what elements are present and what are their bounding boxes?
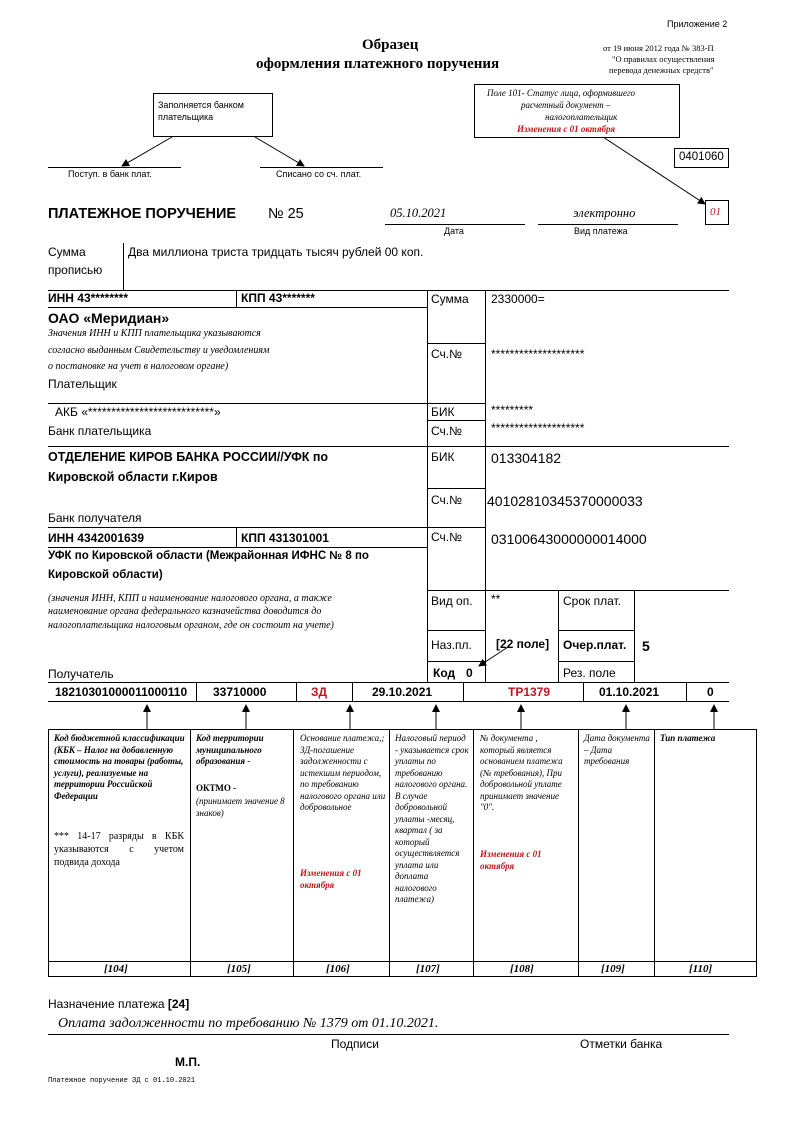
arrow-to-received [122,137,172,166]
regulation-ref: от 19 июня 2012 года № 383-П [603,43,714,53]
purpose-text: Оплата задолженности по требованию № 1379 от 01.10.2021. [58,1016,439,1031]
field-110: [110] [689,963,713,975]
purpose-field-number: [24] [167,997,190,1011]
payer-bank-bik-label: БИК [431,405,455,419]
page-subtitle: оформления платежного поручения [256,56,500,72]
explain-104-note: *** 14-17 разряды в КБК указываются с учетом подвида дохода [54,831,184,868]
form-code: 0401060 [679,151,724,163]
explain-105-note: (принимает значение 8 знаков) [196,796,285,818]
payer-bank-account-label: Сч.№ [431,424,462,438]
recipient-bank-name: ОТДЕЛЕНИЕ КИРОВ БАНКА РОССИИ//УФК по [48,450,329,464]
doc-number-value: ТР1379 [508,685,551,699]
stamp-label: М.П. [175,1055,201,1069]
field-108: [108] [510,963,534,975]
payer-bank-account: ******************** [491,421,585,435]
priority-label: Очер.плат. [563,638,627,652]
arrow-to-status [603,137,705,204]
purpose-label-text: Назначение платежа [48,997,165,1011]
regulation-ref-3: перевода денежных средств" [609,65,714,75]
recipient-note-2: наименование органа федерального казначейства доводится до [48,606,322,617]
sum-value: 2330000= [491,292,545,306]
code-value: 0 [466,666,473,680]
explain-106-changes: Изменения с 01 октября [300,868,362,890]
payer-label: Плательщик [48,377,117,391]
payer-name: ОАО «Меридиан» [48,310,170,326]
recipient-bik-label: БИК [431,450,455,464]
payer-account-label: Сч.№ [431,347,462,361]
debited-label: Списано со сч. плат. [276,169,362,179]
recipient-name-2: Кировской области) [48,569,163,581]
payer-note-3: о постановке на учет в налоговом органе) [48,361,229,372]
field101-changes: Изменения с 01 октября [517,124,616,134]
amount-words-label: Сумма [48,245,86,259]
recipient-account-label: Сч.№ [431,530,462,544]
doc-date-value: 01.10.2021 [599,685,660,699]
page-title: Образец [362,37,419,53]
received-label: Поступ. в банк плат. [68,169,152,179]
due-label: Срок плат. [563,594,622,608]
field-107: [107] [416,963,440,975]
field101-note-2: расчетный документ – [521,100,611,110]
field22-label: [22 поле] [496,637,550,651]
explain-108: № документа , который является основанием платежа (№ требования), При добровольной уплате принимает значение "0". [480,733,563,812]
explain-109: Дата документа – Дата требования [584,733,650,766]
recipient-inn: ИНН 4342001639 [48,531,145,545]
footer-caption: Платежное поручение ЗД с 01.10.2021 [48,1077,196,1085]
explain-105-oktmo: ОКТМО - [196,783,237,793]
code-label: Код [433,666,456,680]
regulation-ref-2: "О правилах осуществления [612,54,715,64]
field-106: [106] [326,963,350,975]
reserve-label: Рез. поле [563,666,616,680]
field-104: [104] [104,963,128,975]
order-date-label: Дата [444,226,464,236]
order-title: ПЛАТЕЖНОЕ ПОРУЧЕНИЕ [48,206,237,222]
sum-label: Сумма [431,292,469,306]
recipient-bank-account-label: Сч.№ [431,493,462,507]
period-value: 29.10.2021 [372,685,433,699]
recipient-note: (значения ИНН, КПП и наименование налогового органа, а также [48,593,332,604]
bank-marks-label: Отметки банка [580,1037,663,1051]
order-date: 05.10.2021 [390,206,447,220]
payer-account: ******************** [491,347,585,361]
appendix-label: Приложение 2 [667,19,728,29]
order-number: № 25 [268,206,304,222]
kbk-value: 18210301000011000110 [55,685,188,699]
explain-110: Тип платежа [660,733,716,743]
field-109: [109] [601,963,625,975]
bank-note: Заполняется банком плательщика [158,100,244,122]
recipient-account: 03100643000000014000 [491,531,647,547]
arrow-to-debited [255,137,304,166]
priority-value: 5 [642,638,650,654]
op-type-label: Вид оп. [431,594,473,608]
amount-words: Два миллиона триста тридцать тысяч рублей 00 коп. [128,245,424,259]
recipient-name: УФК по Кировской области (Межрайонная ИФНС № 8 по [48,550,369,562]
payer-kpp: КПП 43******* [241,291,315,305]
payment-type-code: 0 [707,685,714,699]
payer-note-2: согласно выданным Свидетельству и уведомлениям [48,345,270,356]
payer-note: Значения ИНН и КПП плательщика указываются [48,328,261,339]
purpose-code-label: Наз.пл. [431,638,472,652]
payer-bank-bik: ********* [491,403,534,417]
recipient-note-3: налогоплательщика налоговым органом, где он состоит на учете) [48,620,334,631]
recipient-kpp: КПП 431301001 [241,531,329,545]
explain-106: Основание платежа,; ЗД-погашение задолженности с истекшим периодом, по требованию налогового органа или добровольное [300,733,386,812]
recipient-bank-name-2: Кировской области г.Киров [48,470,218,484]
signatures-label: Подписи [331,1037,379,1051]
recipient-label: Получатель [48,667,114,681]
arrow-to-field22 [479,647,508,666]
payer-bank-label: Банк плательщика [48,424,152,438]
amount-words-label-2: прописью [48,263,103,277]
recipient-bank-account: 40102810345370000033 [487,493,643,509]
status-value: 01 [710,206,721,218]
payer-inn: ИНН 43******** [48,291,128,305]
purpose-label [48,997,189,1011]
op-type-value: ** [491,592,501,606]
explain-104: Код бюджетной классификации (КБК – Налог на добавленную стоимость на товары (работы, услуги), реализуемые на территории Российской Федерации [54,733,185,801]
explain-105: Код территории муниципального образования - [196,733,264,766]
field101-note-3: налогоплательщик [545,112,618,122]
oktmo-value: 33710000 [213,685,267,699]
explain-107: Налоговый период - указывается срок уплаты по требованию налогового органа. В случае добровольной уплаты -месяц, квартал ( за который осуществляется уплата или доплата налогового платежа) [395,733,469,904]
field-105: [105] [227,963,251,975]
payment-type-label: Вид платежа [574,226,628,236]
basis-value: ЗД [311,685,328,699]
payer-bank-name: АКБ «***************************» [55,405,221,419]
recipient-bank-label: Банк получателя [48,511,142,525]
recipient-bik: 013304182 [491,450,562,466]
payment-type: электронно [573,206,636,220]
field101-note: Поле 101- Статус лица, оформившего [487,88,635,98]
explain-108-changes: Изменения с 01 октября [480,849,542,871]
